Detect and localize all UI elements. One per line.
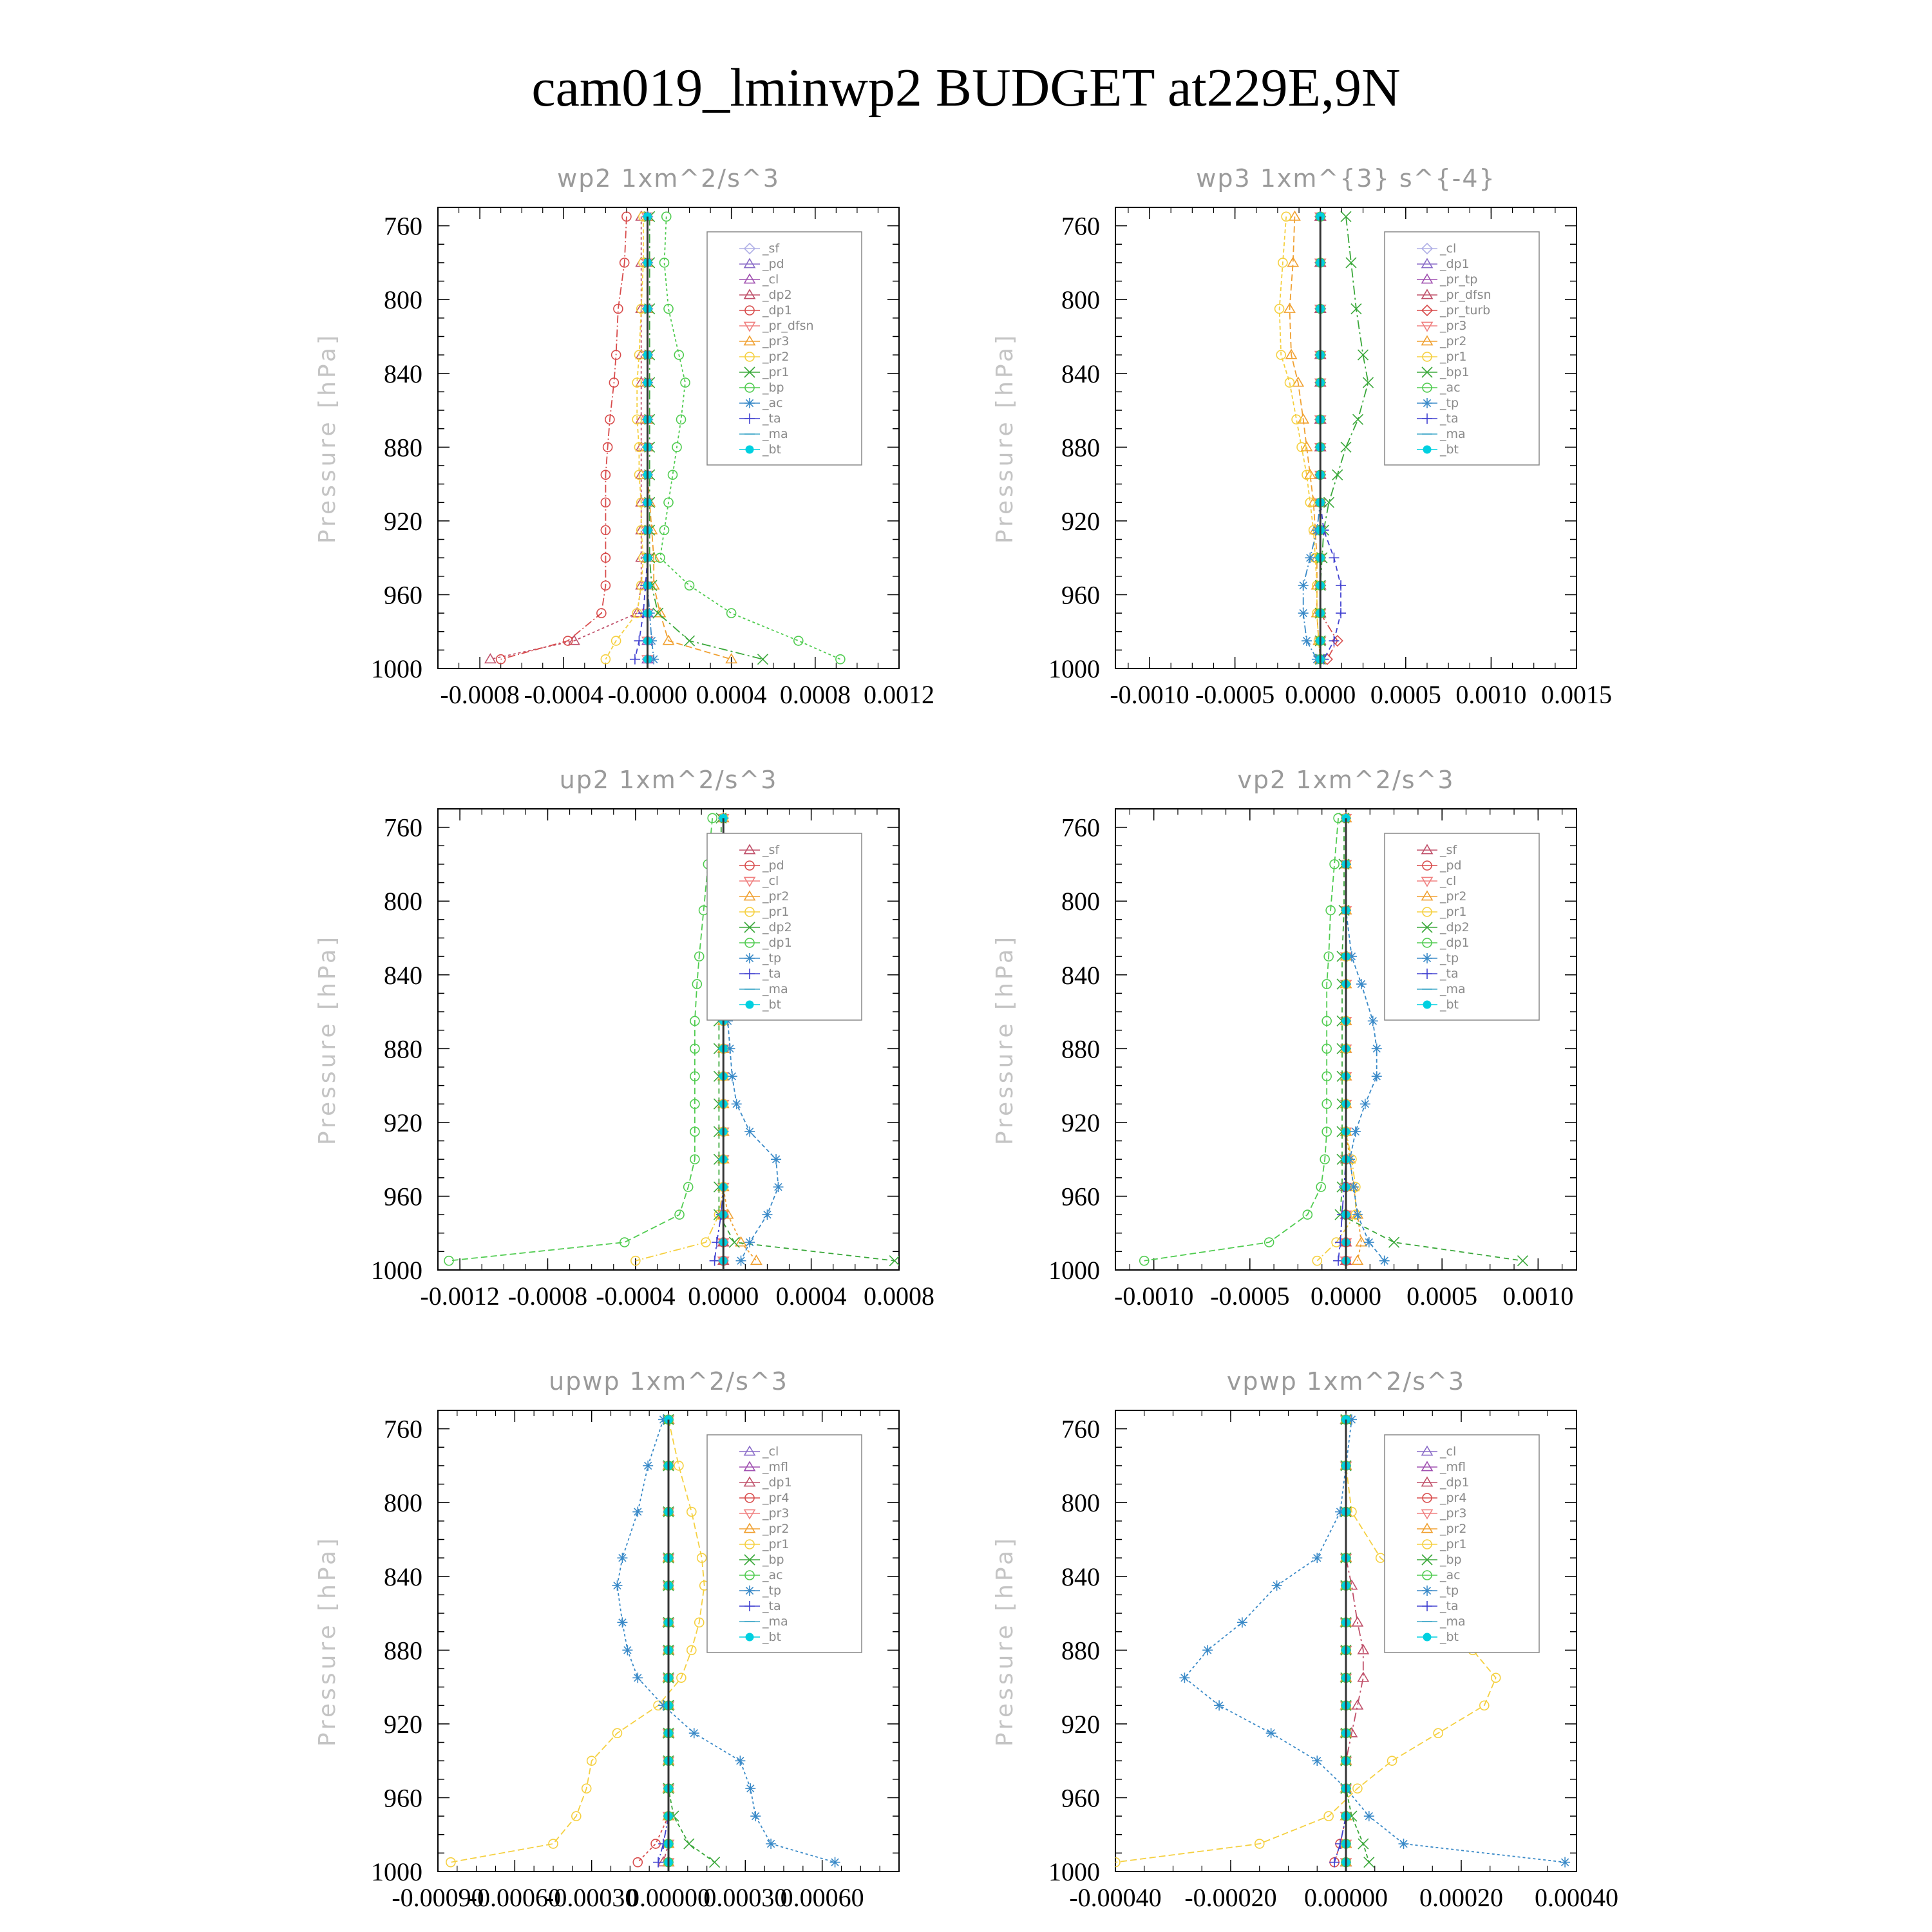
legend-label: _pd (762, 858, 784, 873)
y-axis-label: Pressure [hPa] (314, 332, 341, 544)
legend-marker (1423, 1001, 1431, 1009)
x-tick-label: -0.0000 (607, 680, 688, 709)
x-tick-label: 0.0004 (775, 1282, 847, 1311)
data-point (744, 1237, 755, 1247)
legend-label: _ma (1440, 982, 1466, 996)
data-point (1336, 580, 1346, 591)
data-point (830, 1857, 840, 1868)
series-line-ta (1334, 1419, 1346, 1862)
data-point (1379, 1256, 1390, 1266)
x-tick-label: 0.0000 (1311, 1282, 1381, 1311)
panel-title: wp2 1xm^2/s^3 (557, 164, 780, 193)
series-line-pr4 (638, 1419, 668, 1862)
y-axis-label: Pressure [hPa] (314, 933, 341, 1146)
legend-label: _sf (1440, 843, 1457, 857)
y-tick-label: 880 (1061, 1636, 1100, 1665)
data-point (1368, 1016, 1378, 1026)
x-tick-label: -0.00040 (1069, 1883, 1162, 1912)
y-axis-label: Pressure [hPa] (314, 1535, 341, 1747)
data-point (1302, 636, 1312, 646)
data-point (1360, 1099, 1370, 1109)
y-tick-label: 800 (384, 285, 422, 315)
legend-label: _pr_dfsn (1440, 288, 1492, 302)
legend-label: _pr2 (1440, 889, 1467, 904)
data-point (762, 1209, 772, 1220)
legend-label: _mfl (762, 1460, 788, 1474)
legend-label: _bp (762, 1553, 784, 1567)
y-tick-label: 1000 (371, 1256, 422, 1285)
data-point (1356, 979, 1367, 989)
x-tick-label: -0.0012 (420, 1282, 500, 1311)
series-line-tp (1346, 818, 1385, 1260)
series-line-bp1 (1320, 216, 1368, 659)
data-point (1388, 1756, 1397, 1765)
data-point (836, 655, 845, 664)
x-tick-label: 0.0000 (688, 1282, 759, 1311)
legend-marker (1422, 398, 1432, 408)
x-tick-label: -0.0004 (524, 680, 603, 709)
legend-label: _cl (762, 874, 779, 888)
series-line-dp1 (501, 216, 627, 659)
legend-label: _mfl (1440, 1460, 1466, 1474)
x-tick-label: -0.00020 (1184, 1883, 1277, 1912)
x-tick-label: 0.00060 (780, 1883, 864, 1912)
legend-label: _ac (762, 396, 783, 410)
data-point (1329, 1857, 1340, 1868)
legend-label: _ma (762, 1615, 788, 1629)
chart-panel (992, 164, 1612, 709)
data-point (1202, 1645, 1213, 1655)
data-point (617, 1617, 627, 1627)
panel-title: wp3 1xm^{3} s^{-4} (1196, 164, 1496, 193)
legend-label: _bt (762, 998, 782, 1012)
legend-label: _pr4 (1440, 1491, 1467, 1505)
series-line-pr4 (1334, 1419, 1346, 1862)
legend-label: _ta (762, 412, 781, 426)
y-tick-label: 1000 (371, 654, 422, 683)
data-point (1352, 1700, 1363, 1709)
data-point (727, 1071, 737, 1081)
legend-label: _tp (1440, 1584, 1459, 1598)
legend-label: _bt (1440, 442, 1459, 457)
data-point (1353, 414, 1363, 424)
legend-label: _bp (762, 381, 784, 395)
y-tick-label: 800 (1061, 1488, 1100, 1518)
legend-label: _pr2 (1440, 334, 1467, 348)
series-line-pr1 (1317, 818, 1356, 1260)
data-point (1372, 1071, 1382, 1081)
legend-marker (1423, 1633, 1431, 1641)
legend-label: _ta (1440, 1599, 1459, 1613)
data-point (1272, 1580, 1282, 1591)
data-point (633, 1858, 642, 1867)
legend-label: _cl (1440, 1444, 1457, 1459)
series-line-ta (658, 1419, 668, 1862)
y-tick-label: 840 (1061, 359, 1100, 388)
x-tick-label: 0.0012 (864, 680, 934, 709)
legend-marker (744, 1586, 755, 1596)
data-point (710, 1857, 720, 1868)
legend-label: _cl (762, 272, 779, 287)
data-point (1305, 553, 1315, 563)
y-tick-label: 920 (384, 506, 422, 536)
legend-label: _pr3 (1440, 319, 1467, 333)
data-point (1329, 553, 1339, 563)
x-tick-label: 0.0010 (1455, 680, 1527, 709)
y-tick-label: 840 (1061, 1562, 1100, 1591)
data-point (1358, 1839, 1368, 1849)
data-point (766, 1839, 776, 1849)
data-point (1350, 1126, 1361, 1137)
legend-label: _pr1 (1440, 905, 1467, 919)
y-tick-label: 960 (1061, 1783, 1100, 1813)
series-line-dp1 (1144, 818, 1338, 1260)
x-tick-label: -0.00060 (468, 1883, 561, 1912)
legend-label: _tp (762, 951, 782, 965)
y-axis-label: Pressure [hPa] (992, 1535, 1018, 1747)
data-point (1312, 1756, 1322, 1766)
legend-label: _dp1 (1440, 257, 1470, 271)
y-tick-label: 1000 (1048, 654, 1100, 683)
y-tick-label: 760 (1061, 211, 1100, 241)
data-point (751, 1256, 761, 1265)
chart-panel (992, 766, 1577, 1311)
data-point (1364, 1857, 1374, 1868)
y-tick-label: 880 (384, 1636, 422, 1665)
legend-label: _tp (1440, 951, 1459, 965)
x-tick-label: -0.0005 (1195, 680, 1275, 709)
legend-label: _ma (1440, 1615, 1466, 1629)
y-tick-label: 800 (384, 1488, 422, 1518)
x-tick-label: -0.0010 (1110, 680, 1189, 709)
data-point (1352, 1617, 1363, 1626)
data-point (1517, 1256, 1528, 1266)
y-tick-label: 920 (1061, 1108, 1100, 1137)
data-point (794, 636, 803, 645)
data-point (632, 1507, 643, 1517)
x-tick-label: 0.00040 (1535, 1883, 1618, 1912)
series-line-pr2 (1290, 216, 1321, 659)
data-point (889, 1256, 900, 1266)
legend-marker (1423, 446, 1431, 453)
data-point (1336, 608, 1346, 618)
data-point (632, 1672, 643, 1683)
x-tick-label: 0.0010 (1502, 1282, 1574, 1311)
y-tick-label: 800 (1061, 285, 1100, 315)
legend-label: _pr2 (762, 350, 790, 364)
panel-title: up2 1xm^2/s^3 (559, 766, 778, 794)
legend-label: _pr_dfsn (762, 319, 814, 333)
data-point (1312, 1256, 1321, 1265)
series-line-pr_turb (1320, 216, 1338, 659)
y-tick-label: 960 (1061, 580, 1100, 610)
data-point (612, 1580, 622, 1591)
legend-label: _ta (1440, 412, 1459, 426)
y-tick-label: 760 (384, 813, 422, 842)
legend-marker (744, 953, 755, 963)
data-point (1560, 1857, 1570, 1868)
y-tick-label: 880 (1061, 433, 1100, 462)
x-tick-label: -0.0010 (1114, 1282, 1194, 1311)
data-point (736, 1256, 746, 1266)
y-tick-label: 960 (384, 580, 422, 610)
legend-label: _pr1 (1440, 1537, 1467, 1551)
data-point (687, 1508, 696, 1517)
y-tick-label: 760 (1061, 1414, 1100, 1444)
y-tick-label: 920 (384, 1709, 422, 1739)
data-point (685, 581, 694, 590)
x-tick-label: -0.00090 (392, 1883, 484, 1912)
y-tick-label: 1000 (1048, 1857, 1100, 1886)
legend-label: _sf (762, 242, 780, 256)
legend-label: _dp2 (1440, 920, 1470, 934)
series-line-pr2 (605, 216, 643, 659)
y-tick-label: 760 (384, 211, 422, 241)
data-point (1312, 1553, 1322, 1563)
legend-marker (1422, 1586, 1432, 1596)
y-tick-label: 760 (1061, 813, 1100, 842)
legend-label: _pd (1440, 858, 1462, 873)
legend-label: _ac (1440, 381, 1461, 395)
series-line-ta (635, 216, 648, 659)
legend-label: _bp1 (1440, 365, 1470, 379)
legend-label: _ma (762, 427, 788, 441)
x-tick-label: 0.0008 (779, 680, 851, 709)
legend-label: _bt (762, 442, 782, 457)
data-point (1266, 1728, 1276, 1738)
data-point (773, 1182, 783, 1192)
legend-label: _tp (1440, 396, 1459, 410)
series-line-dp1 (449, 818, 712, 1260)
legend-label: _pr1 (1440, 350, 1467, 364)
y-tick-label: 880 (384, 1034, 422, 1064)
legend-label: _bt (1440, 998, 1459, 1012)
legend-label: _dp1 (1440, 1475, 1470, 1490)
data-point (771, 1154, 781, 1164)
legend-label: _pr3 (762, 1506, 790, 1520)
series-line-ta (1320, 216, 1341, 659)
y-axis-label: Pressure [hPa] (992, 933, 1018, 1146)
y-tick-label: 960 (384, 1783, 422, 1813)
legend-label: _ma (1440, 427, 1466, 441)
data-point (735, 1756, 745, 1766)
legend-label: _ta (1440, 967, 1459, 981)
legend-marker (746, 446, 753, 453)
data-point (622, 1645, 632, 1655)
legend-label: _dp2 (762, 920, 792, 934)
x-tick-label: -0.0004 (596, 1282, 676, 1311)
legend-label: _bt (1440, 1630, 1459, 1644)
y-tick-label: 920 (1061, 506, 1100, 536)
panel-title: vp2 1xm^2/s^3 (1237, 766, 1455, 794)
y-tick-label: 840 (1061, 960, 1100, 990)
x-tick-label: 0.0008 (864, 1282, 934, 1311)
legend-label: _pr3 (1440, 1506, 1467, 1520)
data-point (1179, 1672, 1189, 1683)
legend-marker (746, 1001, 753, 1009)
figure-title: cam019_lminwp2 BUDGET at229E,9N (531, 58, 1401, 118)
legend-label: _dp1 (762, 1475, 792, 1490)
series-line-pr1 (1280, 216, 1321, 659)
legend-label: _cl (762, 1444, 779, 1459)
y-tick-label: 800 (384, 887, 422, 916)
legend-label: _pr1 (762, 905, 790, 919)
data-point (1298, 580, 1309, 591)
data-point (444, 1256, 453, 1265)
y-tick-label: 880 (1061, 1034, 1100, 1064)
data-point (757, 654, 768, 665)
x-tick-label: 0.0005 (1370, 680, 1441, 709)
legend-label: _dp1 (762, 936, 792, 950)
y-tick-label: 880 (384, 433, 422, 462)
legend-label: _dp1 (1440, 936, 1470, 950)
y-tick-label: 1000 (1048, 1256, 1100, 1285)
y-tick-label: 920 (384, 1108, 422, 1137)
data-point (674, 1461, 683, 1470)
legend-label: _cl (1440, 242, 1457, 256)
legend-label: _pr_turb (1440, 303, 1491, 317)
legend-label: _pr3 (762, 334, 790, 348)
legend-label: _pr2 (762, 889, 790, 904)
data-point (1329, 636, 1339, 646)
data-point (684, 1839, 694, 1849)
x-tick-label: 0.00030 (703, 1883, 788, 1912)
x-tick-label: 0.0004 (696, 680, 767, 709)
y-tick-label: 840 (384, 960, 422, 990)
data-point (1372, 1043, 1382, 1054)
y-tick-label: 760 (384, 1414, 422, 1444)
x-tick-label: 0.00000 (627, 1883, 710, 1912)
data-point (1298, 608, 1309, 618)
legend-label: _pr1 (762, 1537, 790, 1551)
x-tick-label: 0.0005 (1406, 1282, 1478, 1311)
data-point (732, 1099, 742, 1109)
data-point (617, 1553, 627, 1563)
legend-label: _pr2 (1440, 1522, 1467, 1536)
y-tick-label: 960 (1061, 1182, 1100, 1211)
y-tick-label: 840 (384, 1562, 422, 1591)
series-line-ac (648, 216, 654, 659)
legend-label: _ma (762, 982, 788, 996)
panel-title: vpwp 1xm^2/s^3 (1226, 1367, 1466, 1396)
legend-label: _cl (1440, 874, 1457, 888)
data-point (750, 1811, 761, 1821)
legend-label: _bp (1440, 1553, 1462, 1567)
data-point (685, 636, 695, 646)
x-tick-label: -0.0008 (440, 680, 520, 709)
x-tick-label: -0.0005 (1210, 1282, 1290, 1311)
series-line-pr2 (1346, 818, 1361, 1260)
legend-marker (744, 398, 755, 408)
series-line-dp2 (490, 216, 641, 659)
legend-label: _tp (762, 1584, 782, 1598)
data-point (744, 1126, 755, 1137)
data-point (601, 655, 610, 664)
legend-label: _ac (1440, 1568, 1461, 1582)
legend-label: _pr2 (762, 1522, 790, 1536)
series-group (1275, 211, 1374, 668)
legend-label: _ta (762, 967, 781, 981)
y-tick-label: 1000 (371, 1857, 422, 1886)
legend-label: _dp2 (762, 288, 792, 302)
x-tick-label: 0.0000 (1285, 680, 1356, 709)
data-point (727, 609, 736, 618)
data-point (630, 654, 640, 665)
x-tick-label: 0.00020 (1419, 1883, 1503, 1912)
legend-label: _pd (762, 257, 784, 271)
x-tick-label: 0.00000 (1304, 1883, 1388, 1912)
legend-label: _pr1 (762, 365, 790, 379)
legend-label: _ac (762, 1568, 783, 1582)
chart-panel (314, 164, 934, 709)
chart-panel (992, 1367, 1618, 1912)
panel-title: upwp 1xm^2/s^3 (549, 1367, 788, 1396)
legend-label: _pr_tp (1440, 272, 1478, 287)
legend-label: _ta (762, 1599, 781, 1613)
data-point (1341, 442, 1351, 452)
data-point (745, 1783, 755, 1794)
data-point (643, 1461, 653, 1471)
legend-label: _bt (762, 1630, 782, 1644)
legend-marker (746, 1633, 753, 1641)
chart-panel (314, 1367, 899, 1912)
series-line-pr1 (451, 1419, 705, 1862)
data-point (1332, 469, 1343, 480)
y-tick-label: 920 (1061, 1709, 1100, 1739)
legend-label: _sf (762, 843, 780, 857)
y-axis-label: Pressure [hPa] (992, 332, 1018, 544)
chart-panel (314, 766, 934, 1311)
legend-label: _dp1 (762, 303, 792, 317)
x-tick-label: -0.0008 (507, 1282, 588, 1311)
data-point (1399, 1839, 1409, 1849)
data-point (1363, 377, 1373, 388)
legend-marker (1422, 953, 1432, 963)
x-tick-label: 0.0015 (1541, 680, 1612, 709)
y-tick-label: 960 (384, 1182, 422, 1211)
data-point (1214, 1700, 1224, 1710)
series-line-dp1 (1346, 1419, 1363, 1862)
legend-label: _pr4 (762, 1491, 790, 1505)
x-tick-label: -0.00030 (545, 1883, 638, 1912)
y-tick-label: 840 (384, 359, 422, 388)
y-tick-label: 800 (1061, 887, 1100, 916)
